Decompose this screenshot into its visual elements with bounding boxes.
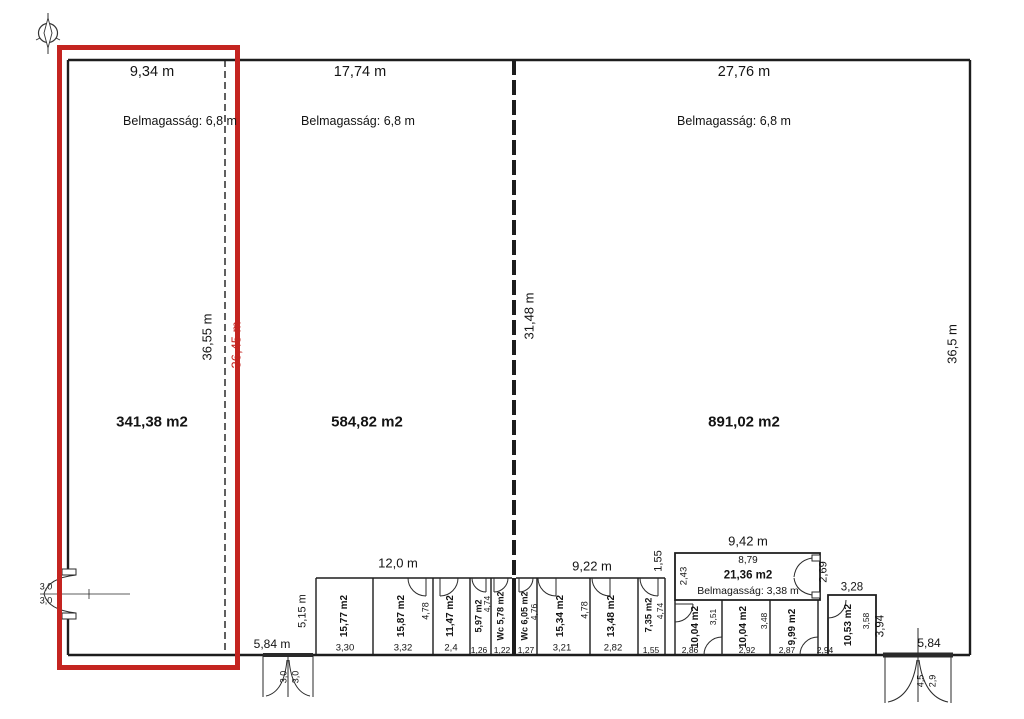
north-arrow-icon [36,13,60,54]
dim-left-strip-depth: 5,15 m [296,594,309,628]
room-width: 3,32 [393,642,413,654]
room-label: 15,34 m2 [555,594,566,638]
door-west-leaf1: 3,0 [39,581,53,592]
door-south-center-leaf2: 3,0 [290,670,301,684]
room-label: 10,04 m2 [738,605,749,649]
room-label: 10,04 m2 [690,605,701,649]
room-label: 15,87 m2 [396,594,407,638]
room-label: 5,97 m2 [473,599,484,633]
ceiling-height-section-middle: Belmagasság: 6,8 m [301,113,415,128]
dim-depth-section-middle: 31,48 m [521,292,537,340]
dim-right-of-room-10-53: 3,94 [874,614,887,638]
dim-depth-section-left-highlight: 36,45 m [228,321,244,369]
room-label: 7,35 m2 [643,597,655,633]
dim-hall-outside-left: 1,55 [652,550,665,572]
room-label: 11,47 m2 [445,595,456,637]
ceiling-height-section-right: Belmagasság: 6,8 m [677,113,791,128]
area-section-right: 891,02 m2 [708,413,780,431]
room-depth: 3,51 [707,608,718,626]
room-label: 10,53 m2 [843,603,854,647]
room-width: 2,86 [681,644,699,655]
west-double-door [40,569,130,619]
dim-room-group1-width: 12,0 m [378,555,418,571]
room-width: 1,55 [642,644,660,655]
door-west-leaf2: 3,0 [39,595,53,606]
area-section-left: 341,38 m2 [116,413,188,431]
room-label: 9,99 m2 [787,608,798,646]
room-width: 1,22 [493,644,511,655]
room-width: 3,21 [552,642,572,654]
dim-hall-left-depth: 2,43 [678,566,690,586]
dim-depth-section-left: 36,55 m [199,313,215,361]
ceiling-height-section-left: Belmagasság: 6,8 m [123,113,237,128]
room-depth: 4,74 [654,602,665,620]
dim-above-room-10-53: 3,28 [840,581,864,594]
room-width: 2,87 [778,644,796,655]
room-width: 2,4 [444,642,458,654]
room-width: 1,27 [517,644,535,655]
dim-room-group2-width: 9,22 m [572,558,612,574]
dim-door-south-east: 5,84 [917,636,941,650]
room-width: 1,26 [470,644,488,655]
dim-depth-section-right: 36,5 m [944,324,960,364]
door-south-east-leaf2: 2,9 [927,674,938,688]
dim-width-section-left: 9,34 m [129,63,175,80]
room-label: 15,77 m2 [339,594,350,638]
dim-width-section-middle: 17,74 m [333,63,387,80]
room-depth: 3,58 [860,612,871,630]
room-depth: 4,78 [420,602,431,620]
area-hall: 21,36 m2 [723,569,773,582]
door-south-east-leaf1: 4,5 [915,674,926,688]
room-depth: 4,78 [579,601,590,619]
room-depth: 3,48 [758,612,769,630]
section-divider-walls [225,60,514,655]
room-width: 2,94 [816,644,834,655]
room-label: Wc 6,05 m2 [519,591,530,641]
area-section-middle: 584,82 m2 [331,413,403,431]
dim-door-south-center: 5,84 m [253,637,291,651]
room-depth: 4,76 [528,603,539,621]
room-label: Wc 5,78 m2 [495,591,506,641]
dim-hall-width: 9,42 m [728,533,768,549]
room-width: 2,82 [603,642,623,654]
room-depth: 4,74 [481,595,492,613]
dim-hall-right-depth: 2,69 [817,561,830,583]
room-width: 2,92 [738,644,756,655]
dim-width-section-right: 27,76 m [717,63,771,80]
room-width: 3,30 [335,642,355,654]
door-south-center-leaf1: 3,0 [278,670,289,684]
room-label: 13,48 m2 [606,594,617,638]
ceiling-height-hall: Belmagasság: 3,38 m [697,584,799,597]
dim-hall-inner-width: 8,79 [738,555,758,566]
